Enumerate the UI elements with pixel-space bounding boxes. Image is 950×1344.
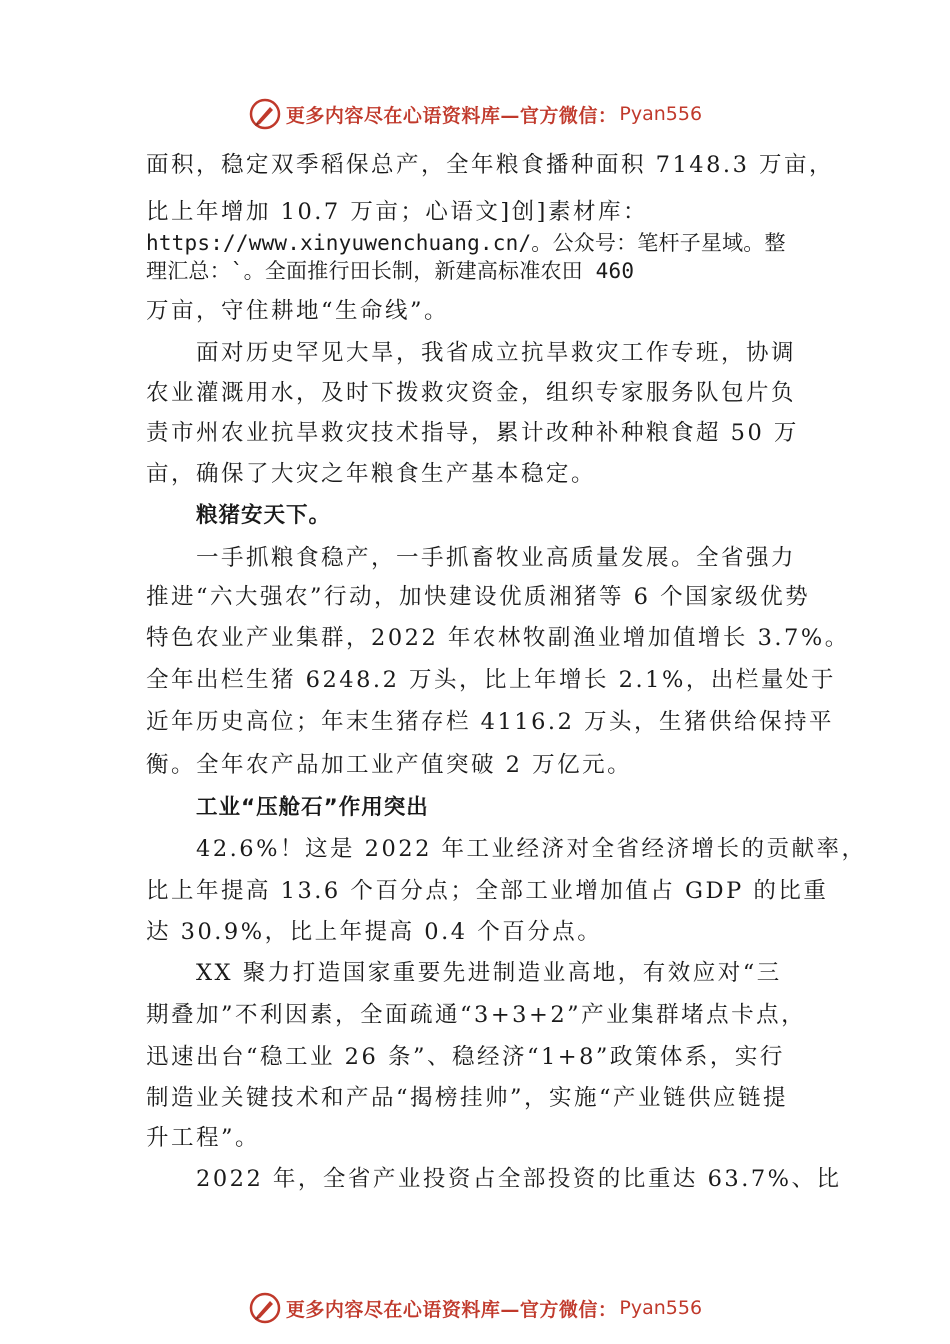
paragraph-start: 面对历史罕见大旱，我省成立抗旱救灾工作专班，协调 bbox=[196, 340, 797, 366]
text-line: 迅速出台“稳工业 26 条”、稳经济“1+8”政策体系，实行 bbox=[146, 1044, 785, 1070]
text-line: https://www.xinyuwenchuang.cn/。公众号：笔杆子星域。整 bbox=[146, 231, 786, 255]
paragraph-start: 42.6%！这是 2022 年工业经济对全省经济增长的贡献率， bbox=[196, 836, 867, 862]
banner-text: 更多内容尽在心语资料库—官方微信： bbox=[285, 1298, 618, 1321]
text-line: 万亩，守住耕地“生命线”。 bbox=[146, 298, 450, 324]
text-line: 比上年增加 10.7 万亩；心语文]创]素材库： bbox=[146, 199, 648, 225]
text-line: 近年历史高位；年末生猪存栏 4116.2 万头，生猪供给保持平 bbox=[146, 709, 835, 735]
paragraph-start: 一手抓粮食稳产，一手抓畜牧业高质量发展。全省强力 bbox=[196, 545, 797, 571]
text-line: 衡。全年农产品加工业产值突破 2 万亿元。 bbox=[146, 752, 633, 778]
banner-account: Pyan556 bbox=[619, 103, 703, 125]
text-line: 推进“六大强农”行动，加快建设优质湘猪等 6 个国家级优势 bbox=[146, 584, 811, 610]
text-line: 理汇总：`。全面推行田长制，新建高标准农田 460 bbox=[146, 259, 635, 283]
paragraph-start: 2022 年，全省产业投资占全部投资的比重达 63.7%、比 bbox=[196, 1166, 842, 1192]
pen-logo-icon bbox=[248, 1291, 282, 1325]
section-heading: 粮猪安天下。 bbox=[196, 503, 332, 528]
pen-logo-icon bbox=[248, 97, 282, 131]
text-line: 亩，确保了大灾之年粮食生产基本稳定。 bbox=[146, 461, 597, 487]
text-line: 责市州农业抗旱救灾技术指导，累计改种补种粮食超 50 万 bbox=[146, 420, 799, 446]
section-heading: 工业“压舱石”作用突出 bbox=[196, 795, 429, 820]
text-line: 制造业关键技术和产品“揭榜挂帅”，实施“产业链供应链提 bbox=[146, 1085, 789, 1111]
text-line: 升工程”。 bbox=[146, 1125, 261, 1151]
text-line: 全年出栏生猪 6248.2 万头，比上年增长 2.1%，出栏量处于 bbox=[146, 667, 836, 693]
text-line: 达 30.9%，比上年提高 0.4 个百分点。 bbox=[146, 919, 603, 945]
text-line: 期叠加”不利因素，全面疏通“3+3+2”产业集群堵点卡点， bbox=[146, 1002, 807, 1028]
banner-text: 更多内容尽在心语资料库—官方微信： bbox=[285, 104, 618, 127]
footer-banner bbox=[0, 1288, 950, 1328]
text-line: 比上年提高 13.6 个百分点；全部工业增加值占 GDP 的比重 bbox=[146, 878, 829, 904]
banner-account: Pyan556 bbox=[619, 1297, 703, 1319]
text-line: 特色农业产业集群，2022 年农林牧副渔业增加值增长 3.7%。 bbox=[146, 625, 850, 651]
header-banner bbox=[0, 94, 950, 134]
paragraph-start: XX 聚力打造国家重要先进制造业高地，有效应对“三 bbox=[196, 960, 782, 986]
text-line: 农业灌溉用水，及时下拨救灾资金，组织专家服务队包片负 bbox=[146, 380, 797, 406]
text-line: 面积，稳定双季稻保总产，全年粮食播种面积 7148.3 万亩， bbox=[146, 152, 835, 178]
